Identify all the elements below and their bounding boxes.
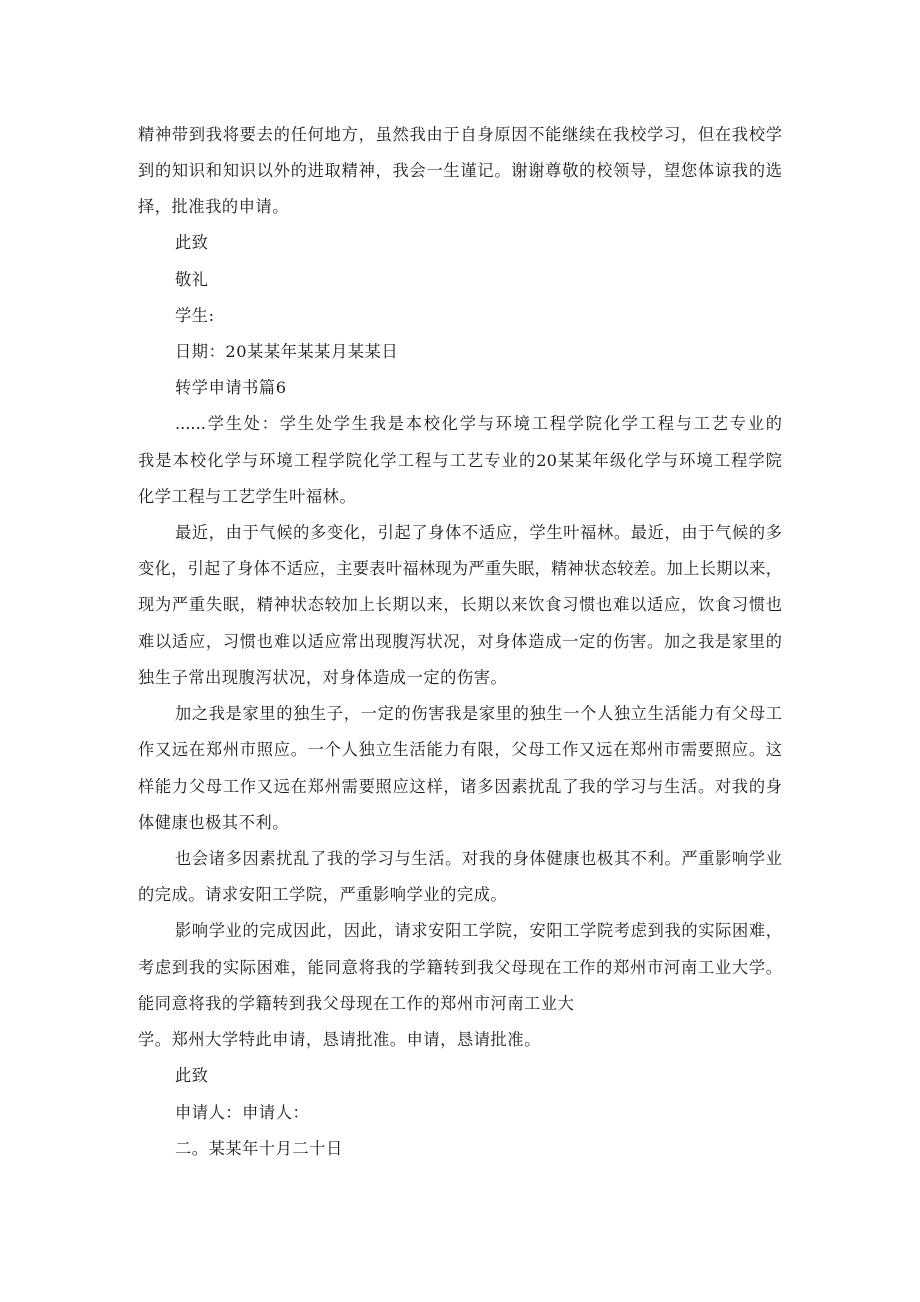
text-line: 作又远在郑州市照应。一个人独立生活能力有限，父母工作又远在郑州市需要照应。这: [138, 740, 782, 759]
text-line: 独生子常出现腹泻状况，对身体造成一定的伤害。: [138, 668, 508, 687]
closing-salutation: 此致: [175, 233, 209, 252]
text-line: 难以适应，习惯也难以适应常出现腹泻状况，对身体造成一定的伤害。加之我是家里的: [138, 632, 782, 651]
closing-salutation: 此致: [175, 1066, 209, 1085]
signature-student: 学生:: [175, 306, 215, 325]
text-line: 最近，由于气候的多变化，引起了身体不适应，学生叶福林。最近，由于气候的多: [175, 523, 782, 542]
text-line: 学。郑州大学特此申请，恳请批准。申请，恳请批准。: [138, 1030, 541, 1049]
text-line: 能同意将我的学籍转到我父母现在工作的郑州市河南工业大: [138, 994, 575, 1013]
text-line: 也会诸多因素扰乱了我的学习与生活。对我的身体健康也极其不利。严重影响学业: [175, 849, 782, 868]
text-line: 的完成。请求安阳工学院，严重影响学业的完成。: [138, 885, 508, 904]
text-line: 变化，引起了身体不适应，主要表叶福林现为严重失眠，精神状态较差。加上长期以来，: [138, 559, 782, 578]
text-line: 影响学业的完成因此，因此，请求安阳工学院，安阳工学院考虑到我的实际困难，: [175, 921, 782, 940]
text-line: 体健康也极其不利。: [138, 813, 290, 832]
closing-regards: 敬礼: [175, 270, 209, 289]
text-line: 化学工程与工艺学生叶福林。: [138, 487, 357, 506]
text-line: 精神带到我将要去的任何地方，虽然我由于自身原因不能继续在我校学习，但在我校学: [138, 125, 782, 144]
text-line: 我是本校化学与环境工程学院化学工程与工艺专业的20某某年级化学与环境工程学院: [138, 451, 782, 470]
text-line: 择，批准我的申请。: [138, 197, 290, 216]
text-line: 到的知识和知识以外的进取精神，我会一生谨记。谢谢尊敬的校领导，望您体谅我的选: [138, 161, 782, 180]
signature-date: 二。某某年十月二十日: [175, 1139, 343, 1158]
text-line: 样能力父母工作又远在郑州需要照应这样，诸多因素扰乱了我的学习与生活。对我的身: [138, 777, 782, 796]
signature-applicant: 申请人：申请人：: [175, 1103, 310, 1122]
text-line: 现为严重失眠，精神状态较加上长期以来，长期以来饮食习惯也难以适应，饮食习惯也: [138, 595, 782, 614]
text-line: 加之我是家里的独生子，一定的伤害我是家里的独生一个人独立生活能力有父母工: [175, 704, 782, 723]
text-line: 考虑到我的实际困难，能同意将我的学籍转到我父母现在工作的郑州市河南工业大学。: [138, 958, 782, 977]
signature-date: 日期：20某某年某某月某某日: [175, 342, 399, 361]
section-heading: 转学申请书篇6: [175, 378, 287, 397]
text-line: ......学生处：学生处学生我是本校化学与环境工程学院化学工程与工艺专业的: [175, 414, 782, 433]
